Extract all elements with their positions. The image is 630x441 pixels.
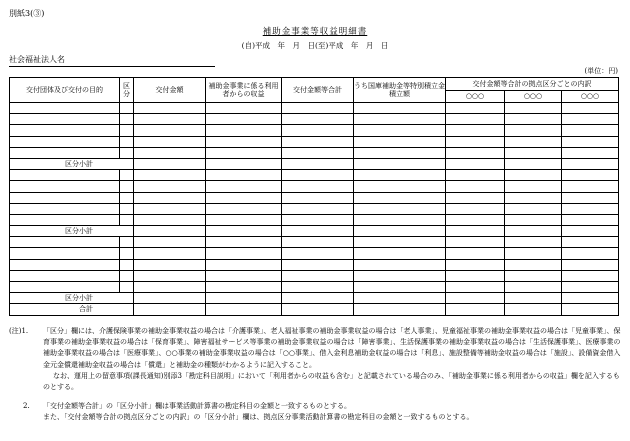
- table-cell: [120, 181, 134, 192]
- table-cell: [282, 125, 354, 136]
- table-cell: [446, 270, 505, 281]
- table-cell: [282, 237, 354, 248]
- table-cell: [354, 270, 446, 281]
- table-cell: [206, 304, 282, 315]
- table-cell: [505, 147, 562, 158]
- header-amount: 交付金額: [134, 78, 206, 103]
- table-cell: [206, 203, 282, 214]
- table-cell: [134, 147, 206, 158]
- table-cell: [446, 147, 505, 158]
- table-cell: [134, 304, 206, 315]
- table-cell: [10, 259, 120, 270]
- table-row: [10, 181, 619, 192]
- table-cell: [206, 293, 282, 304]
- header-reserve: うち国庫補助金等特別積立金積立額: [354, 78, 446, 103]
- table-cell: [282, 248, 354, 259]
- table-cell: [446, 203, 505, 214]
- table-cell: [446, 214, 505, 225]
- table-cell: [562, 181, 619, 192]
- table-cell: [134, 158, 206, 169]
- header-total: 交付金額等合計: [282, 78, 354, 103]
- table-cell: [134, 170, 206, 181]
- table-cell: [206, 192, 282, 203]
- table-cell: [354, 237, 446, 248]
- table-row: [10, 125, 619, 136]
- table-cell: [505, 114, 562, 125]
- table-cell: [10, 125, 120, 136]
- table-cell: [562, 136, 619, 147]
- table-cell: [505, 226, 562, 237]
- table-row: [10, 136, 619, 147]
- table-cell: [562, 282, 619, 293]
- table-cell: [282, 293, 354, 304]
- table-cell: [10, 203, 120, 214]
- table-cell: [446, 136, 505, 147]
- table-cell: [446, 237, 505, 248]
- header-breakdown: 交付金額等合計の拠点区分ごとの内訳: [446, 78, 619, 91]
- table-cell: [446, 170, 505, 181]
- table-cell: [446, 226, 505, 237]
- table-cell: [505, 181, 562, 192]
- header-row: [10, 78, 619, 91]
- table-cell: [120, 270, 134, 281]
- table-cell: [446, 259, 505, 270]
- table-cell: [354, 147, 446, 158]
- table-cell: [10, 248, 120, 259]
- table-cell: [134, 226, 206, 237]
- table-cell: [120, 125, 134, 136]
- table-cell: [120, 103, 134, 114]
- table-cell: [354, 282, 446, 293]
- table-cell: [206, 125, 282, 136]
- note-2-para2-text: また、「交付金額等合計の拠点区分ごとの内訳」の「区分小計」欄は、拠点区分事業活動計算書の勘定科目の金額と一致するものとする。: [43, 413, 474, 422]
- table-cell: [446, 158, 505, 169]
- table-cell: [10, 270, 120, 281]
- table-cell: [354, 226, 446, 237]
- table-cell: [282, 192, 354, 203]
- table-cell: [354, 170, 446, 181]
- table-cell: [10, 192, 120, 203]
- table-cell: [206, 181, 282, 192]
- table-cell: [282, 282, 354, 293]
- table-cell: [10, 136, 120, 147]
- table-cell: [354, 103, 446, 114]
- header-grantor: 交付団体及び交付の目的: [10, 78, 120, 103]
- table-row: [10, 270, 619, 281]
- table-cell: [354, 114, 446, 125]
- table-cell: [134, 203, 206, 214]
- table-cell: [505, 125, 562, 136]
- table-cell: [562, 293, 619, 304]
- table-cell: [505, 103, 562, 114]
- note-2-text: 「交付金額等合計」の「区分小計」欄は事業活動計算書の勘定科目の金額と一致するものとする。: [43, 402, 351, 411]
- corporation-name-field: 社会福祉法人名: [9, 54, 215, 67]
- note-1-text: 「区分」欄には、介護保険事業の補助金事業収益の場合は「介護事業」、老人福祉事業の補助金事業収益の場合は「老人事業」、児童福祉事業の補助金事業収益の場合は「児童事業」、保育事業の補助金事業収益の場合は「保育事業」、障害福祉サービス等事業の補助金事業収益の場合は「障害事業」、生活保護事業の補助金事業収益の場合は「生活保護事業」、医療事業の補助金事業収益の場合は「医療事業」、○○事業の補助金事業収益の場合は「○○事業」、借入金利息補助金収益の場合は「利息」、施設整備等補助金収益の場合は「施設」、設備資金借入金元金償還補助金収益の場合は「償還」と補助金の種類がわかるように記入すること。: [43, 327, 621, 369]
- table-cell: [10, 147, 120, 158]
- table-cell: [562, 304, 619, 315]
- table-cell: [206, 103, 282, 114]
- table-cell: [354, 158, 446, 169]
- table-cell: [120, 259, 134, 270]
- table-cell: [562, 103, 619, 114]
- table-cell: [206, 114, 282, 125]
- note-1-para2-text: なお、運用上の留意事項(課長通知)別添3「勘定科目説明」において「利用者からの収益も含む」と記載されている場合のみ、「補助金事業に係る利用者からの収益」欄を記入するものとする。: [43, 371, 620, 392]
- table-cell: [354, 259, 446, 270]
- table-cell: [562, 259, 619, 270]
- table-cell: [282, 158, 354, 169]
- table-cell: [562, 158, 619, 169]
- unit-label: (単位：円): [584, 67, 618, 75]
- table-cell: [505, 214, 562, 225]
- table-cell: [446, 103, 505, 114]
- table-cell: [505, 237, 562, 248]
- table-cell: [282, 114, 354, 125]
- table-cell: [10, 114, 120, 125]
- table-cell: [134, 248, 206, 259]
- table-cell: [282, 136, 354, 147]
- table-row: [10, 170, 619, 181]
- table-cell: [206, 158, 282, 169]
- table-cell: [282, 203, 354, 214]
- table-cell: [446, 293, 505, 304]
- table-cell: [354, 136, 446, 147]
- table-cell: [282, 214, 354, 225]
- table-row: [10, 259, 619, 270]
- table-cell: [206, 170, 282, 181]
- table-cell: [134, 259, 206, 270]
- table-cell: [206, 136, 282, 147]
- table-cell: [446, 192, 505, 203]
- subtotal-row-label: 区分小計: [10, 158, 134, 169]
- table-cell: [120, 214, 134, 225]
- table-cell: [446, 181, 505, 192]
- header-sub-1: ○○○: [446, 90, 505, 103]
- header-category: 区分: [120, 78, 134, 103]
- note-1-key: (注)1.: [9, 327, 29, 335]
- table-cell: [562, 114, 619, 125]
- table-cell: [134, 293, 206, 304]
- table-cell: [354, 192, 446, 203]
- table-row: [10, 203, 619, 214]
- table-cell: [206, 282, 282, 293]
- table-cell: [10, 170, 120, 181]
- period-line: (自)平成 年 月 日(至)平成 年 月 日: [241, 41, 389, 50]
- table-cell: [505, 259, 562, 270]
- table-cell: [505, 304, 562, 315]
- table-cell: [562, 214, 619, 225]
- table-cell: [505, 170, 562, 181]
- table-cell: [120, 136, 134, 147]
- table-cell: [446, 248, 505, 259]
- subtotal-row-label: 区分小計: [10, 226, 134, 237]
- table-cell: [120, 237, 134, 248]
- table-cell: [120, 147, 134, 158]
- table-cell: [562, 125, 619, 136]
- table-row: [10, 248, 619, 259]
- subtotal-row: [10, 158, 619, 169]
- detail-table: [9, 77, 619, 316]
- table-row: [10, 147, 619, 158]
- table-cell: [354, 203, 446, 214]
- subtotal-row-label: 区分小計: [10, 293, 134, 304]
- table-cell: [10, 237, 120, 248]
- table-cell: [206, 147, 282, 158]
- table-cell: [446, 125, 505, 136]
- table-cell: [354, 304, 446, 315]
- table-cell: [10, 214, 120, 225]
- note-1-para2: [9, 371, 621, 393]
- table-cell: [120, 282, 134, 293]
- table-cell: [505, 192, 562, 203]
- table-cell: [134, 282, 206, 293]
- document-title-text: 補助金事業等収益明細書: [262, 27, 368, 37]
- subtotal-row: [10, 293, 619, 304]
- table-row: [10, 103, 619, 114]
- table-cell: [206, 270, 282, 281]
- table-cell: [282, 103, 354, 114]
- table-cell: [354, 214, 446, 225]
- header-user-income: 補助金事業に係る利用者からの収益: [206, 78, 282, 103]
- table-cell: [10, 282, 120, 293]
- table-cell: [282, 259, 354, 270]
- table-cell: [562, 147, 619, 158]
- note-2-para2: [9, 412, 621, 423]
- note-1: [9, 326, 621, 371]
- table-row: [10, 114, 619, 125]
- table-cell: [505, 158, 562, 169]
- table-cell: [505, 248, 562, 259]
- table-cell: [120, 248, 134, 259]
- table-cell: [354, 248, 446, 259]
- table-cell: [282, 147, 354, 158]
- table-cell: [134, 136, 206, 147]
- table-cell: [505, 293, 562, 304]
- header-sub-3: ○○○: [562, 90, 619, 103]
- table-cell: [134, 214, 206, 225]
- table-row: [10, 214, 619, 225]
- table-cell: [206, 248, 282, 259]
- table-cell: [134, 237, 206, 248]
- table-cell: [282, 226, 354, 237]
- table-cell: [354, 125, 446, 136]
- table-cell: [354, 181, 446, 192]
- table-cell: [505, 203, 562, 214]
- table-cell: [282, 270, 354, 281]
- table-cell: [206, 214, 282, 225]
- table-cell: [206, 226, 282, 237]
- notes-section: [9, 326, 621, 424]
- table-cell: [134, 181, 206, 192]
- form-number: 別紙3(③): [9, 9, 45, 18]
- table-cell: [134, 125, 206, 136]
- grand-total-row-label: 合計: [10, 304, 134, 315]
- table-cell: [505, 270, 562, 281]
- table-cell: [562, 203, 619, 214]
- note-2-key: 2.: [23, 402, 30, 411]
- table-cell: [134, 103, 206, 114]
- grand-total-row: [10, 304, 619, 315]
- table-cell: [562, 192, 619, 203]
- table-row: [10, 192, 619, 203]
- table-cell: [562, 248, 619, 259]
- table-cell: [10, 181, 120, 192]
- table-row: [10, 282, 619, 293]
- table-cell: [446, 282, 505, 293]
- table-cell: [120, 192, 134, 203]
- table-cell: [282, 170, 354, 181]
- subtotal-row: [10, 226, 619, 237]
- table-cell: [120, 114, 134, 125]
- header-sub-2: ○○○: [505, 90, 562, 103]
- note-2: [9, 401, 621, 412]
- document-title: [0, 25, 630, 37]
- table-cell: [206, 237, 282, 248]
- table-cell: [120, 170, 134, 181]
- table-row: [10, 237, 619, 248]
- table-cell: [134, 114, 206, 125]
- table-cell: [562, 170, 619, 181]
- table-cell: [505, 282, 562, 293]
- table-cell: [10, 103, 120, 114]
- table-cell: [354, 293, 446, 304]
- table-cell: [206, 259, 282, 270]
- table-cell: [282, 181, 354, 192]
- table-cell: [134, 192, 206, 203]
- table-cell: [282, 304, 354, 315]
- table-cell: [562, 226, 619, 237]
- table-cell: [562, 270, 619, 281]
- table-cell: [505, 136, 562, 147]
- table-cell: [134, 270, 206, 281]
- table-cell: [120, 203, 134, 214]
- table-cell: [446, 114, 505, 125]
- table-cell: [562, 237, 619, 248]
- table-cell: [446, 304, 505, 315]
